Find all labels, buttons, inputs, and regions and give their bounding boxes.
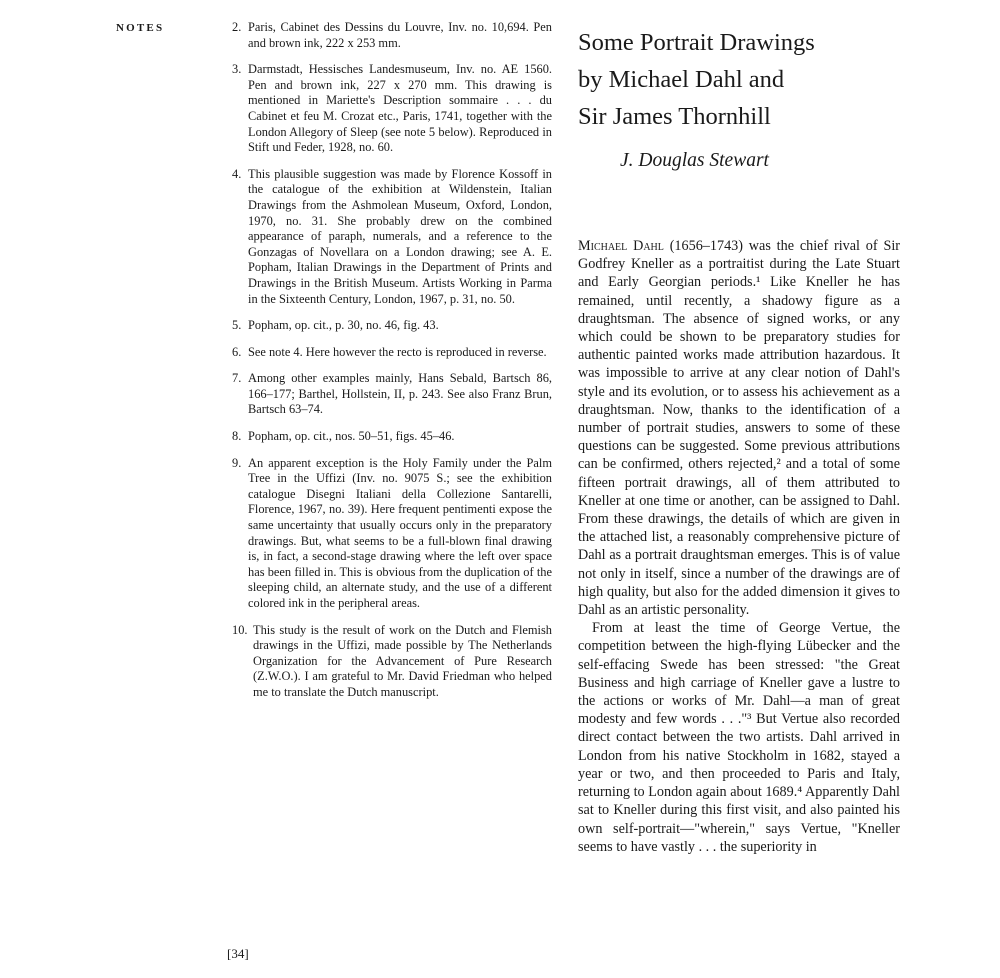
section-label: NOTES [116, 22, 165, 34]
note-text: This study is the result of work on the Dutch and Flemish drawings in the Uffizi, made possible by The Netherlands Organization for the Advancement of Pure Research (Z.W.O.). I am grateful to Mr. David Friedman who helped me to translate the Dutch manuscript. [253, 622, 552, 699]
note-number: 2. [232, 20, 242, 34]
note-item [232, 62, 552, 156]
note-text: This plausible suggestion was made by Florence Kossoff in the catalogue of the exhibition at Wildenstein, Italian Drawings from the Ashmolean Museum, Oxford, London, 1970, no. 31. She probably drew on the combined appearance of paraph, numerals, and a reference to the Gonzagas of Novellara on a London drawing; see A. E. Popham, Italian Drawings in the Department of Prints and Drawings in the British Museum. Artists Working in Parma in the Sixteenth Century, London, 1967, p. 31, no. 50. [248, 166, 552, 306]
body-paragraph [578, 237, 900, 619]
note-text: Popham, op. cit., p. 30, no. 46, fig. 43. [248, 318, 439, 333]
note-number: 6. [232, 344, 242, 359]
lead-in: Michael Dahl [578, 238, 664, 254]
title-line: Some Portrait Drawings [578, 29, 815, 56]
note-item [232, 167, 552, 307]
note-text: An apparent exception is the Holy Family under the Palm Tree in the Uffizi (Inv. no. 9075 S.; see the exhibition catalogue Disegni Italiani della Collezione Santarelli, Florence, 1967, no. 39). Here frequent pentimenti expose the same uncertainty that usually occurs only in the preparatory drawings. But, what seems to be a full-blown final drawing is, in fact, a second-stage drawing where the left over space has been filled in. This is obvious from the duplication of the sleeping child, an alternate study, and the use of a different colored ink in the peripheral areas. [248, 455, 552, 610]
note-text: Darmstadt, Hessisches Landesmuseum, Inv. no. AE 1560. Pen and brown ink, 227 x 270 mm. This drawing is mentioned in Mariette's Description sommaire . . . du Cabinet et feu M. Crozat etc., Paris, 1741, together with the London Allegory of Sleep (see note 5 below). Reproduced in Stift und Feder, 1928, no. 60. [248, 62, 552, 155]
note-number: 8. [232, 429, 242, 444]
note-item [232, 429, 552, 445]
note-item [232, 20, 552, 51]
note-item [232, 623, 552, 701]
note-number: 9. [232, 455, 242, 470]
paragraph-text: (1656–1743) was the chief rival of Sir Godfrey Kneller as a portraitist during the Late Stuart and Early Georgian periods.¹ Like Kneller he has remained, until recently, a shadowy figure as a draughtsman. The absence of signed works, or any which could be shown to be preparatory studies for authentic painted works made attribution hazardous. It was impossible to arrive at any clear notion of Dahl's style and its evolution, or to assess his achievement as a draughtsman. Now, thanks to the identification of a number of portrait studies, answers to some of these questions can be suggested. Some previous attributions can be confirmed, others rejected,² and a total of some fifteen portrait drawings, all of them attributed to Kneller at one time or another, can be assigned to Dahl. From these drawings, the details of which are given in the attached list, a reasonably comprehensive picture of Dahl as a portrait draughtsman emerges. This is of value not only in itself, since a number of the drawings are of high quality, but also for the added dimension it gives to Dahl as an artistic personality. [578, 238, 900, 619]
page-number: [34] [227, 946, 249, 961]
article-title [578, 24, 978, 135]
note-text: Among other examples mainly, Hans Sebald, Bartsch 86, 166–177; Barthel, Hollstein, II, p. 243. See also Franz Brun, Bartsch 63–74. [248, 371, 552, 417]
title-line: Sir James Thornhill [578, 103, 771, 130]
note-item [232, 345, 552, 361]
note-number: 5. [232, 318, 242, 333]
notes-list [232, 20, 552, 712]
author-byline: J. Douglas Stewart [620, 150, 769, 171]
note-number: 3. [232, 62, 242, 77]
note-item [232, 318, 552, 334]
note-item [232, 456, 552, 612]
note-number: 7. [232, 371, 242, 386]
note-number: 4. [232, 166, 242, 181]
note-text: Paris, Cabinet des Dessins du Louvre, Inv. no. 10,694. Pen and brown ink, 222 x 253 mm. [248, 20, 552, 50]
note-item [232, 371, 552, 418]
note-number: 10. [232, 622, 248, 637]
body-paragraph: From at least the time of George Vertue, the competition between the high-flying Lübecker and the self-effacing Swede has been stressed: "the Great Business and high carriage of Kneller gave a lustre to the actions or works of Mr. Dahl—a man of great modesty and few words . . ."³ But Vertue also recorded direct contact between the two artists. Dahl arrived in London from his native Stockholm in 1682, stayed a year or two, and then proceeded to Paris and Italy, returning to London again about 1689.⁴ Apparently Dahl sat to Kneller during this first visit, and also painted his own self-portrait—"wherein," says Vertue, "Kneller seems to have vastly . . . the superiority in [578, 620, 900, 855]
note-text: Popham, op. cit., nos. 50–51, figs. 45–46. [248, 429, 455, 444]
article-body [578, 237, 900, 856]
title-line: by Michael Dahl and [578, 66, 785, 93]
note-text: See note 4. Here however the recto is reproduced in reverse. [248, 344, 547, 359]
